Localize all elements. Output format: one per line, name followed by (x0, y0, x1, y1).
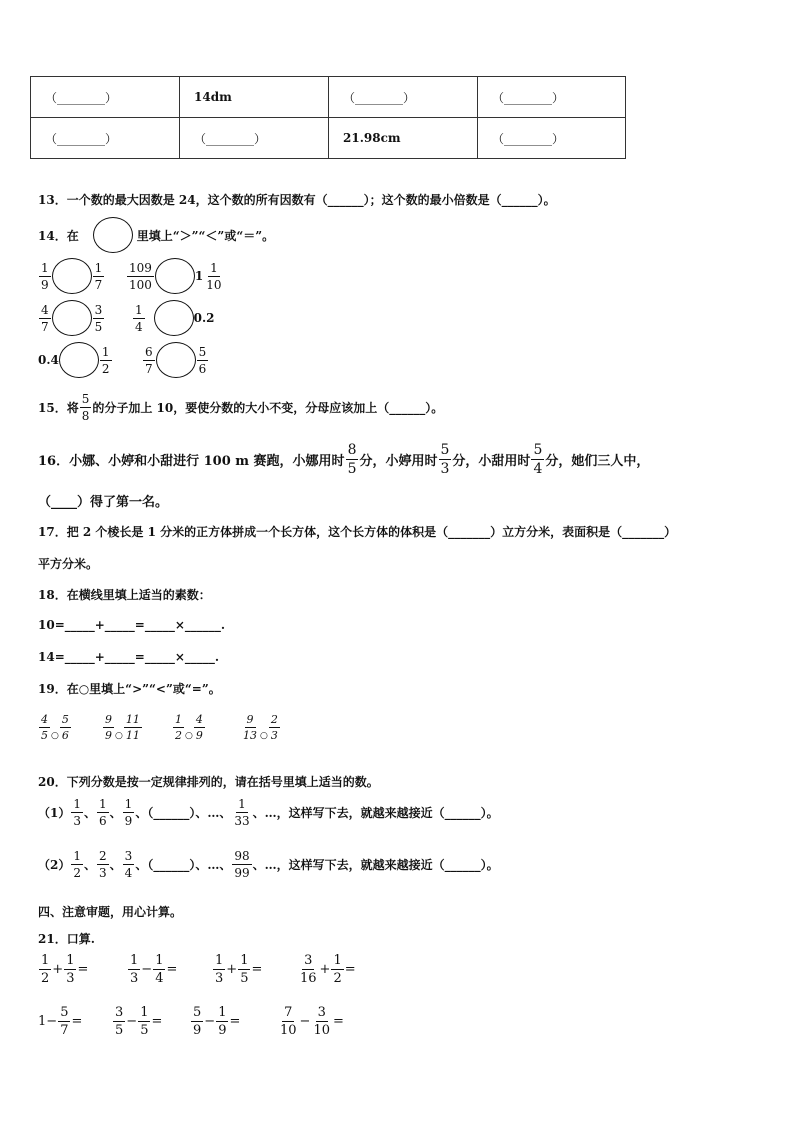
q14-prefix: 14．在 (38, 228, 79, 243)
circle-icon (93, 217, 133, 253)
compare-circle[interactable]: ○ (260, 731, 268, 741)
question-16-line2: （____）得了第一名。 (38, 495, 169, 510)
question-14-title (38, 218, 274, 252)
compare-circle[interactable]: ○ (185, 731, 193, 741)
q14-item: $\frac{109}{100}$ 1 $\frac{1}{10}$ (126, 258, 225, 294)
calc-item: $\frac{5}{9}$ − $\frac{1}{9}$ = (193, 1005, 241, 1038)
question-20-title: 20．下列分数是按一定规律排列的，请在括号里填上适当的数。 (38, 775, 379, 789)
calc-item: 1 − $\frac{5}{7}$ = (38, 1005, 83, 1038)
compare-circle[interactable] (154, 300, 194, 336)
calc-item: $\frac{7}{10}$ − $\frac{3}{10}$ = (280, 1005, 344, 1038)
table-cell: 14dm (180, 77, 329, 118)
question-20-1: （1） $\frac{1}{3}$ 、 $\frac{1}{6}$ 、 $\frac{1}{9}$ 、（______）、…、 $\frac{1}{33}$ 、…，这样写下去，就越来越接近（______）。 (38, 797, 499, 828)
question-18-line2: 14=_____+_____=_____×_____. (38, 650, 220, 664)
calc-item: $\frac{3}{5}$ − $\frac{1}{5}$ = (115, 1005, 163, 1038)
compare-circle[interactable] (52, 300, 92, 336)
table-cell: （________） (180, 118, 329, 159)
compare-circle[interactable] (155, 258, 195, 294)
q19-item: $\frac{1}{2}$ ○ $\frac{4}{9}$ (175, 713, 203, 742)
q14-item: 0.4 $\frac{1}{2}$ (38, 342, 113, 378)
q14-item: $\frac{4}{7}$ $\frac{3}{5}$ (38, 300, 105, 336)
calc-item: $\frac{1}{3}$ + $\frac{1}{5}$ = (215, 953, 263, 986)
question-21-title: 21．口算. (38, 932, 95, 946)
table-cell: （________） (478, 77, 626, 118)
question-18-line1: 10=_____+_____=_____×______. (38, 618, 226, 632)
question-15: 15．将 $\frac{5}{8}$ 的分子加上 10，要使分数的大小不变，分母应该加上（______）。 (38, 392, 444, 423)
question-17-line1: 17．把 2 个棱长是 1 分米的正方体拼成一个长方体，这个长方体的体积是（_______）立方分米，表面积是（_______） (38, 525, 677, 539)
q19-item: $\frac{4}{5}$ ○ $\frac{5}{6}$ (41, 713, 69, 742)
table-row (31, 118, 626, 159)
table-cell: （________） (31, 77, 180, 118)
table-cell: 21.98cm (329, 118, 478, 159)
compare-circle[interactable] (59, 342, 99, 378)
question-20-2: （2） $\frac{1}{2}$ 、 $\frac{2}{3}$ 、 $\frac{3}{4}$ 、（______）、…、 $\frac{98}{99}$ 、…，这样写下去，就越来越接近（______）。 (38, 849, 499, 880)
question-17-line2: 平方分米。 (38, 557, 99, 571)
question-19-title: 19．在○里填上“>”“<”或“=”。 (38, 682, 221, 696)
calc-item: $\frac{1}{3}$ − $\frac{1}{4}$ = (130, 953, 178, 986)
q14-item: $\frac{1}{9}$ $\frac{1}{7}$ (38, 258, 105, 294)
question-18-title: 18．在横线里填上适当的素数： (38, 588, 211, 602)
table-cell: （________） (329, 77, 478, 118)
q14-suffix: 里填上“＞”“＜”或“＝”。 (136, 228, 275, 243)
answer-table (30, 76, 626, 159)
q14-item: $\frac{1}{4}$ 0.2 (132, 300, 215, 336)
compare-circle[interactable]: ○ (51, 731, 59, 741)
section-4-heading: 四、注意审题，用心计算。 (38, 905, 183, 919)
q19-item: $\frac{9}{9}$ ○ $\frac{11}{11}$ (105, 713, 140, 742)
table-cell: （________） (478, 118, 626, 159)
q19-item: $\frac{9}{13}$ ○ $\frac{2}{3}$ (243, 713, 278, 742)
compare-circle[interactable] (52, 258, 92, 294)
calc-item: $\frac{1}{2}$ + $\frac{1}{3}$ = (41, 953, 89, 986)
q14-item: $\frac{6}{7}$ $\frac{5}{6}$ (142, 342, 209, 378)
compare-circle[interactable] (156, 342, 196, 378)
table-row (31, 77, 626, 118)
question-16-line1: 16．小娜、小婷和小甜进行 100 m 赛跑，小娜用时 $\frac{8}{5}$ 分，小婷用时 $\frac{5}{3}$ 分，小甜用时 $\frac{5}{4}$ 分，她们三人中， (38, 442, 650, 477)
compare-circle[interactable]: ○ (115, 731, 123, 741)
calc-item: $\frac{3}{16}$ + $\frac{1}{2}$ = (300, 953, 356, 986)
table-cell: （________） (31, 118, 180, 159)
question-13: 13．一个数的最大因数是 24，这个数的所有因数有（______）；这个数的最小倍数是（______）。 (38, 193, 556, 207)
